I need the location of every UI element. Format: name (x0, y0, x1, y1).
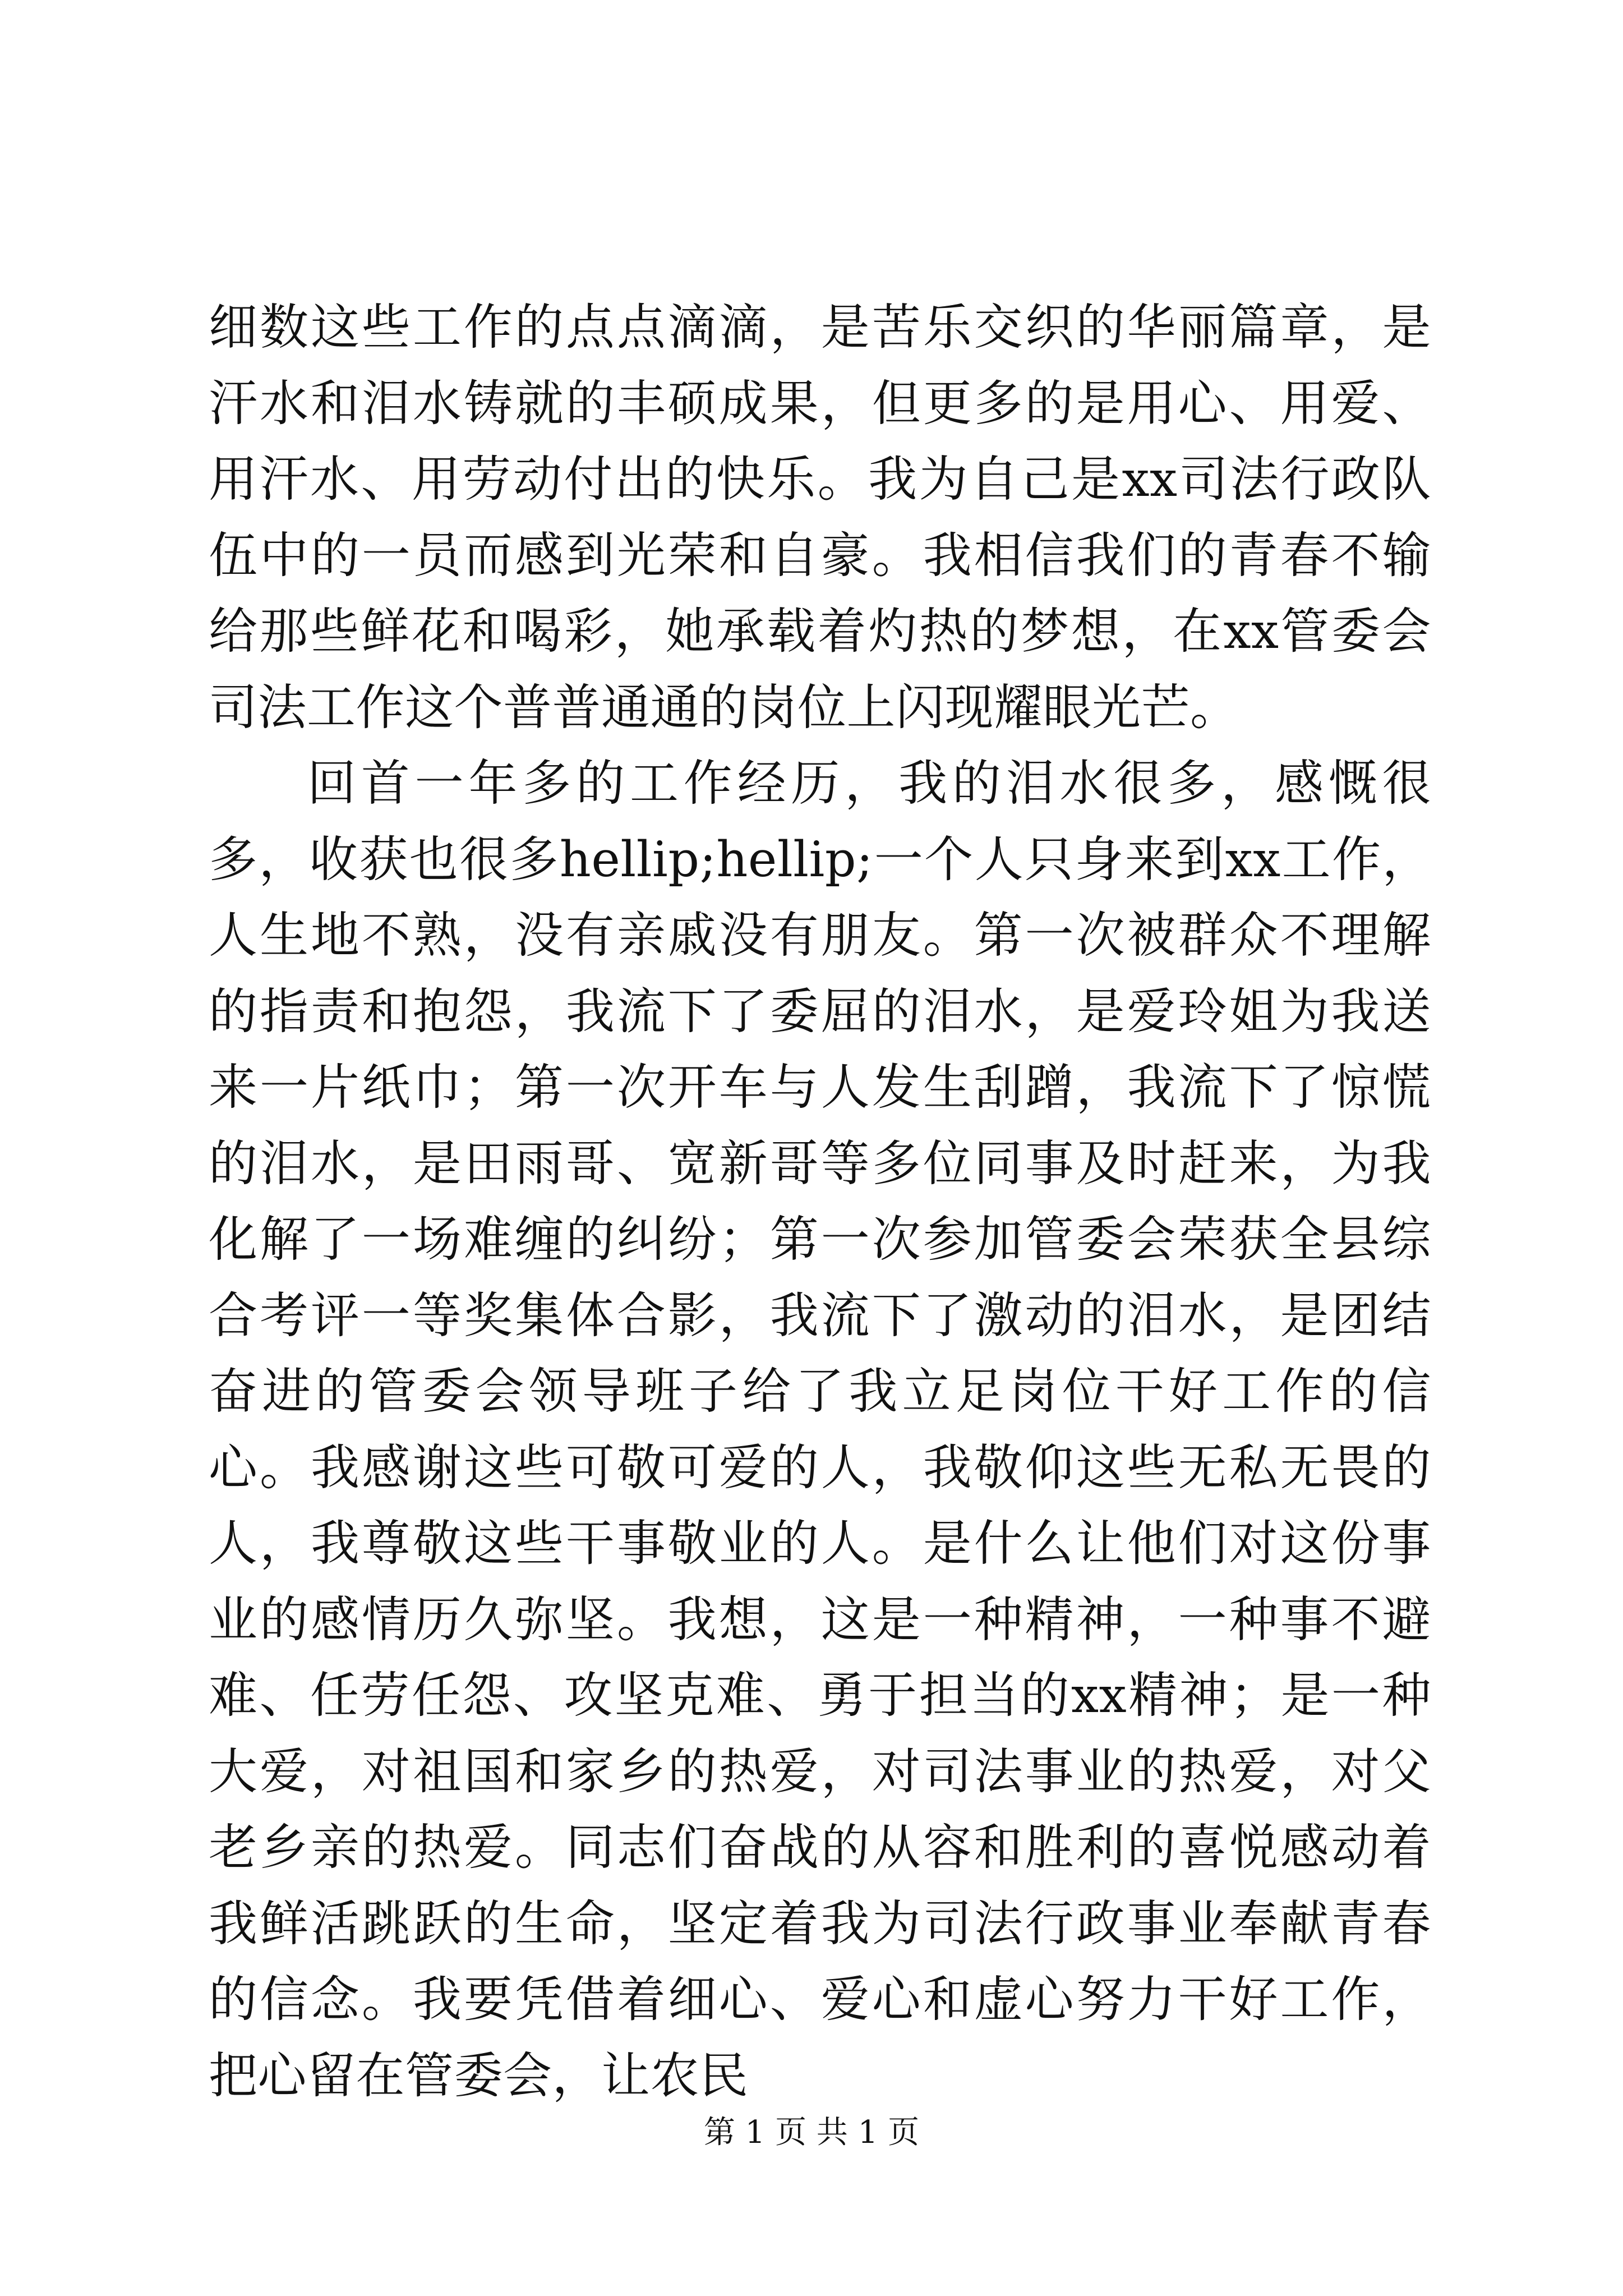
page-number-footer: 第 1 页 共 1 页 (703, 2114, 920, 2151)
paragraph-2: 回首一年多的工作经历，我的泪水很多，感慨很多，收获也很多hellip;hellip;一个人只身来到xx工作，人生地不熟，没有亲戚没有朋友。第一次被群众不理解的指责和抱怨，我流下了委屈的泪水，是爱玲姐为我送来一片纸巾；第一次开车与人发生刮蹭，我流下了惊慌的泪水，是田雨哥、宽新哥等多位同事及时赶来，为我化解了一场难缠的纠纷；第一次参加管委会荣获全县综合考评一等奖集体合影，我流下了激动的泪水，是团结奋进的管委会领导班子给了我立足岗位干好工作的信心。我感谢这些可敬可爱的人，我敬仰这些无私无畏的人，我尊敬这些干事敬业的人。是什么让他们对这份事业的感情历久弥坚。我想，这是一种精神，一种事不避难、任劳任怨、攻坚克难、勇于担当的xx精神；是一种大爱，对祖国和家乡的热爱，对司法事业的热爱，对父老乡亲的热爱。同志们奋战的从容和胜利的喜悦感动着我鲜活跳跃的生命，坚定着我为司法行政事业奉献青春的信念。我要凭借着细心、爱心和虚心努力干好工作，把心留在管委会，让农民 (209, 754, 1431, 2104)
paragraph-1: 细数这些工作的点点滴滴，是苦乐交织的华丽篇章，是汗水和泪水铸就的丰硕成果，但更多的是用心、用爱、用汗水、用劳动付出的快乐。我为自己是xx司法行政队伍中的一员而感到光荣和自豪。我相信我们的青春不输给那些鲜花和喝彩，她承载着灼热的梦想，在xx管委会司法工作这个普普通通的岗位上闪现耀眼光芒。 (209, 298, 1431, 736)
document-body (209, 289, 1431, 2114)
